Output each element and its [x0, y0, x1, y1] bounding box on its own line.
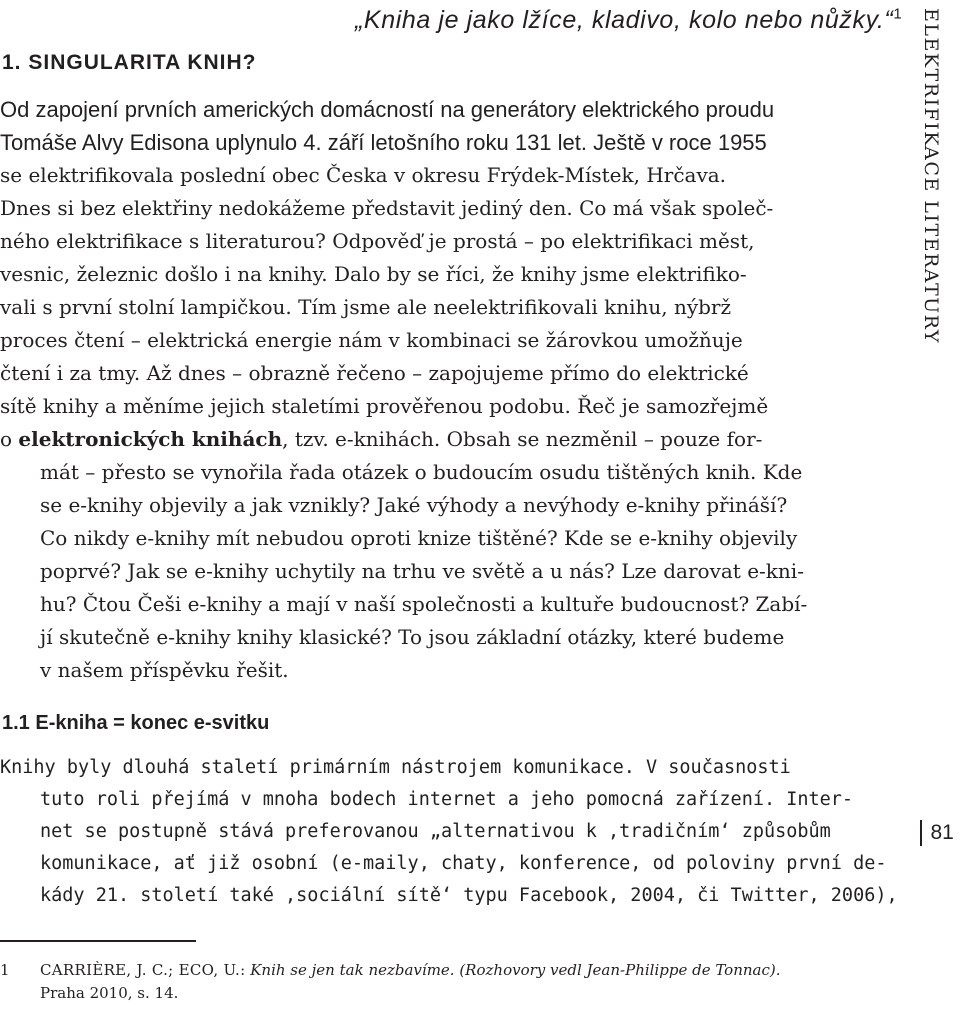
epigraph-text: „Kniha je jako lžíce, kladivo, kolo nebo nůžky.“	[355, 6, 894, 34]
line-text: , tzv. e-knihách. Obsah se nezměnil – pouze for-	[282, 427, 763, 451]
footnote-authors: CARRIÈRE, J. C.; ECO, U.:	[40, 961, 246, 979]
footnote-divider	[0, 940, 196, 942]
running-side-title: ELEKTRIFIKACE LITERATURY	[920, 8, 942, 344]
paragraph-line: čtení i za tmy. Až dnes – obrazně řečeno – zapojujeme přímo do elektrické	[0, 361, 749, 385]
line-text: o	[0, 427, 19, 451]
epigraph-footnote-ref[interactable]: 1	[893, 5, 903, 23]
section-title: 1.1 E-kniha = konec e-svitku	[2, 712, 270, 734]
paragraph-line: komunikace, ať již osobní (e-maily, chaty, konference, od poloviny první de-	[40, 853, 887, 874]
footnote-line	[0, 959, 900, 982]
paragraph-line: jí skutečně e-knihy knihy klasické? To jsou základní otázky, které budeme	[40, 625, 785, 649]
paragraph-line: se elektrifikovala poslední obec Česka v okresu Frýdek-Místek, Hrčava.	[0, 163, 727, 187]
paragraph-intro	[0, 93, 880, 687]
paragraph-line: ného elektrifikace s literaturou? Odpověď je prostá – po elektrifikaci měst,	[0, 229, 755, 253]
footnote-title: Knih se jen tak nezbavíme. (Rozhovory vedl Jean-Philippe de Tonnac).	[250, 961, 781, 979]
paragraph-line: tuto roli přejímá v mnoha bodech internet a jeho pomocná zařízení. Inter-	[40, 789, 854, 810]
page-number-value: 81	[930, 821, 954, 844]
paragraph-line: net se postupně stává preferovanou „alternativou k ‚tradičním‘ způsobům	[40, 821, 831, 842]
paragraph-section	[0, 752, 898, 912]
paragraph-line: Tomáše Alvy Edisona uplynulo 4. září letošního roku 131 let. Ještě v roce 1955	[0, 130, 767, 155]
paragraph-line: proces čtení – elektrická energie nám v kombinaci se žárovkou umožňuje	[0, 328, 743, 352]
paragraph-line: poprvé? Jak se e-knihy uchytily na trhu ve světě a u nás? Lze darovat e-kni-	[40, 559, 804, 583]
footnote-publication: Praha 2010, s. 14.	[40, 984, 179, 1002]
footnote-number: 1	[0, 961, 10, 979]
paragraph-line: vesnic, železnic došlo i na knihy. Dalo by se říci, že knihy jsme elektrifiko-	[0, 262, 747, 286]
paragraph-line: kády 21. století také ‚sociální sítě‘ typu Facebook, 2004, či Twitter, 2006),	[40, 885, 898, 906]
paragraph-line: vali s první stolní lampičkou. Tím jsme ale neelektrifikovali knihu, nýbrž	[0, 295, 732, 319]
page-number-bar-left	[920, 820, 922, 846]
paragraph-line: Knihy byly dlouhá staletí primárním nástrojem komunikace. V současnosti	[0, 757, 791, 778]
paragraph-line: v našem příspěvku řešit.	[40, 658, 289, 682]
paragraph-line: sítě knihy a měníme jejich staletími prověřenou podobu. Řeč je samozřejmě	[0, 394, 769, 418]
paragraph-line: hu? Čtou Češi e-knihy a mají v naší společnosti a kultuře budoucnost? Zabí-	[40, 592, 808, 616]
chapter-title: 1. SINGULARITA KNIH?	[2, 51, 257, 74]
bold-term: elektronických knihách	[18, 427, 283, 451]
paragraph-line: mát – přesto se vynořila řada otázek o budoucím osudu tištěných knih. Kde	[40, 460, 803, 484]
paragraph-line: se e-knihy objevily a jak vznikly? Jaké výhody a nevýhody e-knihy přináší?	[40, 493, 788, 517]
paragraph-line: Co nikdy e-knihy mít nebudou oproti knize tištěné? Kde se e-knihy objevily	[40, 526, 798, 550]
page-number	[911, 818, 960, 848]
paragraph-line	[0, 423, 880, 456]
paragraph-line: Od zapojení prvních amerických domácností na generátory elektrického proudu	[0, 97, 775, 122]
footnote	[0, 959, 900, 1005]
epigraph	[355, 4, 902, 36]
paragraph-line: Dnes si bez elektřiny nedokážeme představit jediný den. Co má však společ-	[0, 196, 774, 220]
